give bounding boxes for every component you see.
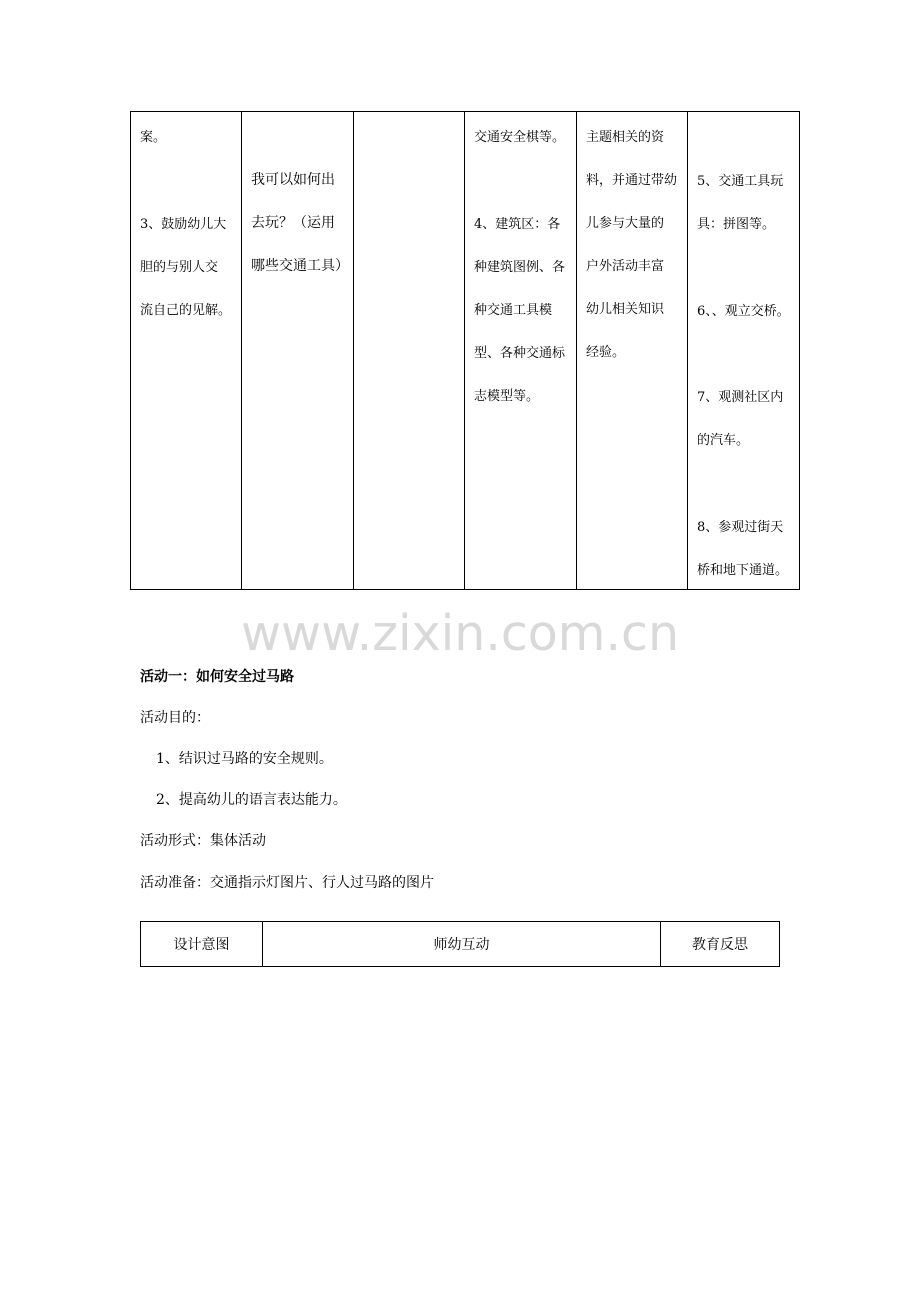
table-cell-activities (688, 112, 800, 590)
cell-text: 经验。 (586, 345, 626, 360)
cell-text: 幼儿相关知识 (586, 302, 665, 317)
cell-text: 去玩？（运用 (251, 215, 335, 231)
watermark: www.zixin.com.cn (240, 605, 680, 662)
cell-text: 交通安全棋等。 (474, 130, 566, 145)
cell-text: 7、观测社区内 (697, 390, 784, 405)
activity-goal-item: 1、结识过马路的安全规则。 (156, 751, 333, 767)
activity-goal-label: 活动目的： (140, 710, 210, 726)
activity-goal-item: 2、提高幼儿的语言表达能力。 (156, 792, 347, 808)
table-cell-environment (465, 112, 577, 590)
cell-text: 案。 (140, 130, 167, 145)
table-cell-empty (354, 112, 465, 590)
cell-text: 户外活动丰富 (586, 259, 665, 274)
cell-text: 种交通工具模 (474, 303, 553, 318)
cell-text: 流自己的见解。 (140, 303, 232, 318)
activity-prep: 活动准备：交通指示灯图片、行人过马路的图片 (140, 875, 434, 891)
cell-text: 的汽车。 (697, 433, 750, 448)
cell-text: 桥和地下通道。 (697, 563, 789, 578)
cell-text: 6、、观立交桥。 (697, 304, 790, 319)
cell-text: 哪些交通工具） (251, 258, 349, 274)
activity-title: 活动一：如何安全过马路 (140, 669, 294, 685)
table-cell-question (242, 112, 354, 590)
cell-text: 具：拼图等。 (697, 217, 776, 232)
cell-text: 3、鼓励幼儿大 (140, 217, 227, 232)
cell-text: 胆的与别人交 (140, 260, 219, 275)
cell-text: 志模型等。 (474, 389, 540, 404)
lesson-table-header (140, 921, 780, 967)
cell-text: 8、参观过街天 (697, 520, 784, 535)
header-reflection: 教育反思 (661, 922, 780, 967)
cell-text: 种建筑图例、各 (474, 260, 566, 275)
table-cell-goals (131, 112, 242, 590)
cell-text: 4、建筑区：各 (474, 217, 561, 232)
table-cell-family (577, 112, 688, 590)
cell-text: 料，并通过带幼 (586, 173, 678, 188)
cell-text: 型、各种交通标 (474, 346, 566, 361)
header-interaction: 师幼互动 (263, 922, 661, 967)
cell-text: 儿参与大量的 (586, 216, 665, 231)
activity-plan-table (130, 111, 800, 590)
cell-text: 我可以如何出 (251, 172, 335, 188)
header-design-intent: 设计意图 (141, 922, 263, 967)
activity-form: 活动形式：集体活动 (140, 833, 266, 849)
cell-text: 主题相关的资 (586, 130, 665, 145)
cell-text: 5、交通工具玩 (697, 174, 784, 189)
